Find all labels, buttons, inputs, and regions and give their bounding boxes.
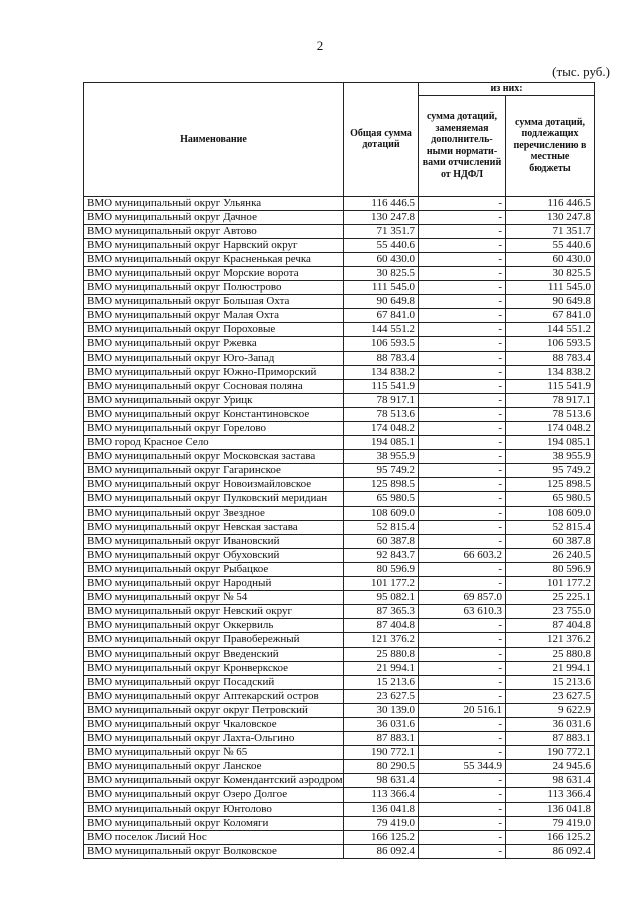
row-replaced: -	[419, 393, 506, 407]
row-name: ВМО муниципальный округ округ Петровский	[84, 703, 344, 717]
row-total: 134 838.2	[344, 365, 419, 379]
row-replaced: 20 516.1	[419, 703, 506, 717]
row-replaced: -	[419, 619, 506, 633]
row-name: ВМО муниципальный округ № 65	[84, 746, 344, 760]
row-transfer: 106 593.5	[506, 337, 595, 351]
row-name: ВМО муниципальный округ Гагаринское	[84, 464, 344, 478]
row-replaced: -	[419, 196, 506, 210]
table-row	[84, 266, 595, 280]
table-row	[84, 464, 595, 478]
row-replaced: -	[419, 309, 506, 323]
row-name: ВМО муниципальный округ Полюстрово	[84, 281, 344, 295]
row-name: ВМО муниципальный округ Красненькая речка	[84, 252, 344, 266]
row-transfer: 9 622.9	[506, 703, 595, 717]
table-row	[84, 393, 595, 407]
table-row	[84, 295, 595, 309]
row-replaced: -	[419, 224, 506, 238]
row-name: ВМО муниципальный округ Юго-Запад	[84, 351, 344, 365]
row-total: 15 213.6	[344, 675, 419, 689]
header-replaced: сумма дотаций, заменяемая дополнитель-ными нормати-вами отчислений от НДФЛ	[419, 95, 506, 196]
row-transfer: 130 247.8	[506, 210, 595, 224]
row-transfer: 78 917.1	[506, 393, 595, 407]
table-row	[84, 562, 595, 576]
row-replaced: -	[419, 816, 506, 830]
row-transfer: 95 749.2	[506, 464, 595, 478]
table-row	[84, 520, 595, 534]
row-replaced: -	[419, 252, 506, 266]
row-replaced: -	[419, 266, 506, 280]
table-row	[84, 619, 595, 633]
table-row	[84, 703, 595, 717]
row-name: ВМО муниципальный округ Константиновское	[84, 407, 344, 421]
table-row	[84, 548, 595, 562]
table-row	[84, 732, 595, 746]
row-replaced: 69 857.0	[419, 591, 506, 605]
row-transfer: 24 945.6	[506, 760, 595, 774]
row-replaced: -	[419, 238, 506, 252]
row-total: 60 387.8	[344, 534, 419, 548]
row-replaced: -	[419, 802, 506, 816]
row-name: ВМО муниципальный округ Волковское	[84, 844, 344, 858]
row-transfer: 25 225.1	[506, 591, 595, 605]
row-total: 88 783.4	[344, 351, 419, 365]
row-total: 190 772.1	[344, 746, 419, 760]
row-transfer: 71 351.7	[506, 224, 595, 238]
table-row	[84, 351, 595, 365]
row-name: ВМО муниципальный округ Большая Охта	[84, 295, 344, 309]
row-name: ВМО муниципальный округ Коломяги	[84, 816, 344, 830]
page-number: 2	[316, 38, 324, 53]
row-name: ВМО муниципальный округ Новоизмайловское	[84, 478, 344, 492]
row-replaced: -	[419, 732, 506, 746]
row-total: 92 843.7	[344, 548, 419, 562]
table-row	[84, 478, 595, 492]
row-transfer: 98 631.4	[506, 774, 595, 788]
row-total: 78 513.6	[344, 407, 419, 421]
row-name: ВМО муниципальный округ Юнтолово	[84, 802, 344, 816]
row-total: 121 376.2	[344, 633, 419, 647]
row-replaced: -	[419, 774, 506, 788]
row-transfer: 21 994.1	[506, 661, 595, 675]
row-name: ВМО муниципальный округ Южно-Приморский	[84, 365, 344, 379]
row-transfer: 23 755.0	[506, 605, 595, 619]
row-name: ВМО муниципальный округ Оккервиль	[84, 619, 344, 633]
header-transfer: сумма дотаций, подлежащих перечислению в местные бюджеты	[506, 95, 595, 196]
row-replaced: -	[419, 562, 506, 576]
row-total: 130 247.8	[344, 210, 419, 224]
row-name: ВМО муниципальный округ Лахта-Ольгино	[84, 732, 344, 746]
row-transfer: 87 404.8	[506, 619, 595, 633]
row-total: 25 880.8	[344, 647, 419, 661]
row-total: 80 290.5	[344, 760, 419, 774]
row-name: ВМО муниципальный округ Комендантский аэродром	[84, 774, 344, 788]
row-replaced: -	[419, 675, 506, 689]
row-replaced: -	[419, 647, 506, 661]
row-total: 90 649.8	[344, 295, 419, 309]
row-transfer: 23 627.5	[506, 689, 595, 703]
row-name: ВМО муниципальный округ Кронверкское	[84, 661, 344, 675]
row-transfer: 174 048.2	[506, 422, 595, 436]
row-replaced: -	[419, 506, 506, 520]
row-transfer: 60 387.8	[506, 534, 595, 548]
row-replaced: -	[419, 450, 506, 464]
table-row	[84, 379, 595, 393]
row-transfer: 78 513.6	[506, 407, 595, 421]
row-total: 166 125.2	[344, 830, 419, 844]
row-transfer: 60 430.0	[506, 252, 595, 266]
row-replaced: -	[419, 295, 506, 309]
row-transfer: 15 213.6	[506, 675, 595, 689]
row-name: ВМО муниципальный округ Пулковский меридиан	[84, 492, 344, 506]
row-name: ВМО муниципальный округ Ульянка	[84, 196, 344, 210]
row-name: ВМО муниципальный округ Ржевка	[84, 337, 344, 351]
row-replaced: 66 603.2	[419, 548, 506, 562]
row-transfer: 111 545.0	[506, 281, 595, 295]
row-replaced: -	[419, 337, 506, 351]
row-transfer: 101 177.2	[506, 577, 595, 591]
row-name: ВМО муниципальный округ Автово	[84, 224, 344, 238]
row-total: 80 596.9	[344, 562, 419, 576]
table-row	[84, 774, 595, 788]
row-transfer: 26 240.5	[506, 548, 595, 562]
row-replaced: -	[419, 746, 506, 760]
row-total: 194 085.1	[344, 436, 419, 450]
row-total: 36 031.6	[344, 717, 419, 731]
row-name: ВМО муниципальный округ Ивановский	[84, 534, 344, 548]
table-row	[84, 844, 595, 858]
row-name: ВМО муниципальный округ Введенский	[84, 647, 344, 661]
units-label: (тыс. руб.)	[552, 64, 610, 79]
table-row	[84, 534, 595, 548]
row-name: ВМО муниципальный округ Малая Охта	[84, 309, 344, 323]
header-name: Наименование	[84, 83, 344, 197]
row-transfer: 52 815.4	[506, 520, 595, 534]
table-row	[84, 450, 595, 464]
row-transfer: 38 955.9	[506, 450, 595, 464]
row-transfer: 116 446.5	[506, 196, 595, 210]
row-name: ВМО муниципальный округ Озеро Долгое	[84, 788, 344, 802]
row-transfer: 65 980.5	[506, 492, 595, 506]
row-total: 111 545.0	[344, 281, 419, 295]
row-name: ВМО муниципальный округ Ланское	[84, 760, 344, 774]
row-replaced: -	[419, 830, 506, 844]
row-total: 174 048.2	[344, 422, 419, 436]
table-row	[84, 591, 595, 605]
table-row	[84, 577, 595, 591]
row-name: ВМО муниципальный округ Невский округ	[84, 605, 344, 619]
row-name: ВМО поселок Лисий Нос	[84, 830, 344, 844]
row-total: 106 593.5	[344, 337, 419, 351]
row-total: 30 139.0	[344, 703, 419, 717]
row-replaced: -	[419, 464, 506, 478]
row-name: ВМО муниципальный округ Невская застава	[84, 520, 344, 534]
table-body	[84, 196, 595, 858]
row-total: 60 430.0	[344, 252, 419, 266]
row-total: 136 041.8	[344, 802, 419, 816]
row-replaced: 63 610.3	[419, 605, 506, 619]
table-row	[84, 647, 595, 661]
subsidy-table	[83, 82, 595, 859]
table-row	[84, 717, 595, 731]
row-total: 125 898.5	[344, 478, 419, 492]
row-transfer: 190 772.1	[506, 746, 595, 760]
table-row	[84, 830, 595, 844]
row-transfer: 79 419.0	[506, 816, 595, 830]
table-row	[84, 675, 595, 689]
row-transfer: 86 092.4	[506, 844, 595, 858]
table-row	[84, 365, 595, 379]
row-transfer: 25 880.8	[506, 647, 595, 661]
row-transfer: 90 649.8	[506, 295, 595, 309]
row-total: 144 551.2	[344, 323, 419, 337]
row-total: 87 883.1	[344, 732, 419, 746]
row-transfer: 87 883.1	[506, 732, 595, 746]
table-row	[84, 492, 595, 506]
row-name: ВМО муниципальный округ Посадский	[84, 675, 344, 689]
row-name: ВМО муниципальный округ Горелово	[84, 422, 344, 436]
row-replaced: -	[419, 534, 506, 548]
row-replaced: -	[419, 323, 506, 337]
row-transfer: 121 376.2	[506, 633, 595, 647]
table-row	[84, 210, 595, 224]
table-row	[84, 689, 595, 703]
row-total: 113 366.4	[344, 788, 419, 802]
row-transfer: 30 825.5	[506, 266, 595, 280]
row-transfer: 144 551.2	[506, 323, 595, 337]
row-transfer: 136 041.8	[506, 802, 595, 816]
row-name: ВМО муниципальный округ Нарвский округ	[84, 238, 344, 252]
row-name: ВМО муниципальный округ Урицк	[84, 393, 344, 407]
row-replaced: -	[419, 478, 506, 492]
row-replaced: -	[419, 492, 506, 506]
row-total: 87 404.8	[344, 619, 419, 633]
row-total: 21 994.1	[344, 661, 419, 675]
row-total: 55 440.6	[344, 238, 419, 252]
row-transfer: 88 783.4	[506, 351, 595, 365]
row-replaced: -	[419, 436, 506, 450]
row-replaced: -	[419, 422, 506, 436]
table-row	[84, 281, 595, 295]
row-total: 65 980.5	[344, 492, 419, 506]
row-transfer: 80 596.9	[506, 562, 595, 576]
row-replaced: -	[419, 844, 506, 858]
row-name: ВМО муниципальный округ Аптекарский остров	[84, 689, 344, 703]
row-replaced: -	[419, 788, 506, 802]
row-transfer: 125 898.5	[506, 478, 595, 492]
row-replaced: -	[419, 210, 506, 224]
row-replaced: -	[419, 281, 506, 295]
row-transfer: 67 841.0	[506, 309, 595, 323]
row-replaced: -	[419, 407, 506, 421]
row-replaced: -	[419, 520, 506, 534]
table-row	[84, 196, 595, 210]
row-total: 23 627.5	[344, 689, 419, 703]
table-row	[84, 760, 595, 774]
row-replaced: -	[419, 717, 506, 731]
row-replaced: -	[419, 379, 506, 393]
header-total: Общая сумма дотаций	[344, 83, 419, 197]
table-row	[84, 506, 595, 520]
header-group: из них:	[419, 83, 595, 96]
row-total: 101 177.2	[344, 577, 419, 591]
row-total: 67 841.0	[344, 309, 419, 323]
row-total: 71 351.7	[344, 224, 419, 238]
table-row	[84, 746, 595, 760]
row-total: 38 955.9	[344, 450, 419, 464]
row-transfer: 108 609.0	[506, 506, 595, 520]
row-name: ВМО муниципальный округ № 54	[84, 591, 344, 605]
table-row	[84, 337, 595, 351]
table-row	[84, 407, 595, 421]
table-row	[84, 661, 595, 675]
table-row	[84, 422, 595, 436]
table-row	[84, 605, 595, 619]
row-total: 95 082.1	[344, 591, 419, 605]
row-name: ВМО муниципальный округ Морские ворота	[84, 266, 344, 280]
row-total: 115 541.9	[344, 379, 419, 393]
row-replaced: -	[419, 633, 506, 647]
table-row	[84, 633, 595, 647]
table-row	[84, 323, 595, 337]
table-row	[84, 252, 595, 266]
row-total: 86 092.4	[344, 844, 419, 858]
row-transfer: 194 085.1	[506, 436, 595, 450]
row-name: ВМО муниципальный округ Московская застава	[84, 450, 344, 464]
row-total: 116 446.5	[344, 196, 419, 210]
row-name: ВМО муниципальный округ Рыбацкое	[84, 562, 344, 576]
table-row	[84, 224, 595, 238]
row-name: ВМО муниципальный округ Дачное	[84, 210, 344, 224]
row-name: ВМО муниципальный округ Пороховые	[84, 323, 344, 337]
table-row	[84, 788, 595, 802]
row-replaced: -	[419, 661, 506, 675]
table-row	[84, 802, 595, 816]
row-transfer: 36 031.6	[506, 717, 595, 731]
row-total: 108 609.0	[344, 506, 419, 520]
row-total: 79 419.0	[344, 816, 419, 830]
row-name: ВМО муниципальный округ Сосновая поляна	[84, 379, 344, 393]
row-replaced: 55 344.9	[419, 760, 506, 774]
row-name: ВМО муниципальный округ Обуховский	[84, 548, 344, 562]
row-total: 98 631.4	[344, 774, 419, 788]
row-replaced: -	[419, 577, 506, 591]
row-total: 78 917.1	[344, 393, 419, 407]
table-row	[84, 238, 595, 252]
row-transfer: 134 838.2	[506, 365, 595, 379]
row-name: ВМО муниципальный округ Народный	[84, 577, 344, 591]
row-transfer: 115 541.9	[506, 379, 595, 393]
table-row	[84, 816, 595, 830]
row-name: ВМО город Красное Село	[84, 436, 344, 450]
row-replaced: -	[419, 351, 506, 365]
row-name: ВМО муниципальный округ Правобережный	[84, 633, 344, 647]
table-row	[84, 436, 595, 450]
row-transfer: 166 125.2	[506, 830, 595, 844]
row-transfer: 113 366.4	[506, 788, 595, 802]
row-total: 95 749.2	[344, 464, 419, 478]
row-total: 30 825.5	[344, 266, 419, 280]
row-total: 87 365.3	[344, 605, 419, 619]
row-name: ВМО муниципальный округ Чкаловское	[84, 717, 344, 731]
row-name: ВМО муниципальный округ Звездное	[84, 506, 344, 520]
row-replaced: -	[419, 365, 506, 379]
row-total: 52 815.4	[344, 520, 419, 534]
row-transfer: 55 440.6	[506, 238, 595, 252]
row-replaced: -	[419, 689, 506, 703]
table-row	[84, 309, 595, 323]
